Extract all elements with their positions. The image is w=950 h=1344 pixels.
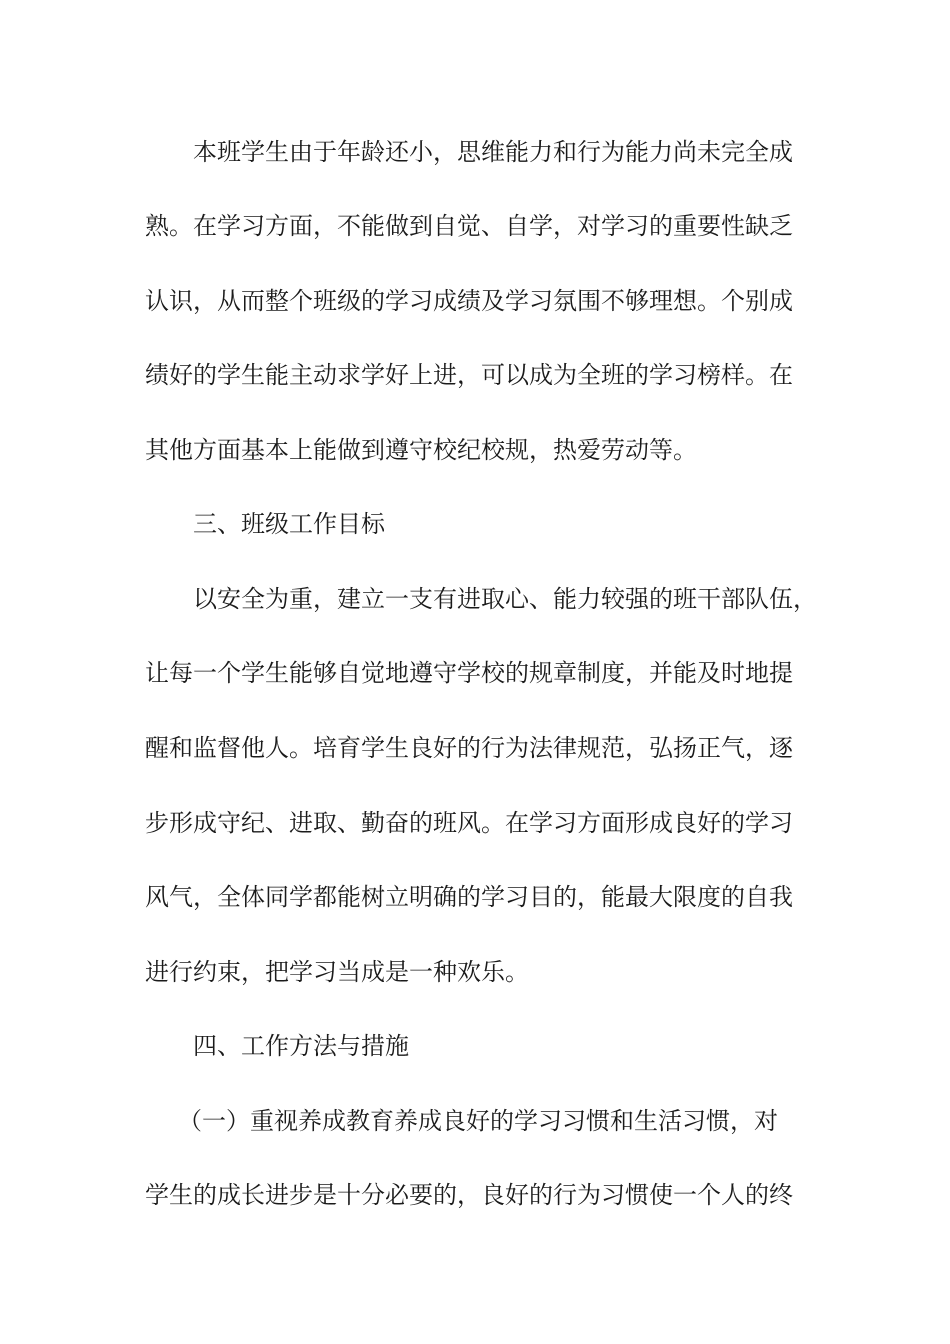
paragraph-line: 醒和监督他人。培育学生良好的行为法律规范，弘扬正气，逐 [145,734,793,762]
section-heading: 三、班级工作目标 [193,510,385,538]
paragraph-line: 熟。在学习方面，不能做到自觉、自学，对学习的重要性缺乏 [145,212,793,240]
paragraph-line: （一）重视养成教育养成良好的学习习惯和生活习惯，对 [178,1107,778,1135]
paragraph-line: 其他方面基本上能做到遵守校纪校规，热爱劳动等。 [145,436,697,464]
paragraph-line: 以安全为重，建立一支有进取心、能力较强的班干部队伍， [193,585,817,613]
paragraph-line: 进行约束，把学习当成是一种欢乐。 [145,958,529,986]
paragraph-line: 学生的成长进步是十分必要的，良好的行为习惯使一个人的终 [145,1181,793,1209]
paragraph-line: 风气，全体同学都能树立明确的学习目的，能最大限度的自我 [145,883,793,911]
paragraph-line: 绩好的学生能主动求学好上进，可以成为全班的学习榜样。在 [145,361,793,389]
paragraph-line: 本班学生由于年龄还小，思维能力和行为能力尚未完全成 [193,138,793,166]
paragraph-line: 让每一个学生能够自觉地遵守学校的规章制度，并能及时地提 [145,659,793,687]
paragraph-line: 步形成守纪、进取、勤奋的班风。在学习方面形成良好的学习 [145,809,793,837]
paragraph-line: 认识，从而整个班级的学习成绩及学习氛围不够理想。个别成 [145,287,793,315]
section-heading: 四、工作方法与措施 [193,1032,409,1060]
